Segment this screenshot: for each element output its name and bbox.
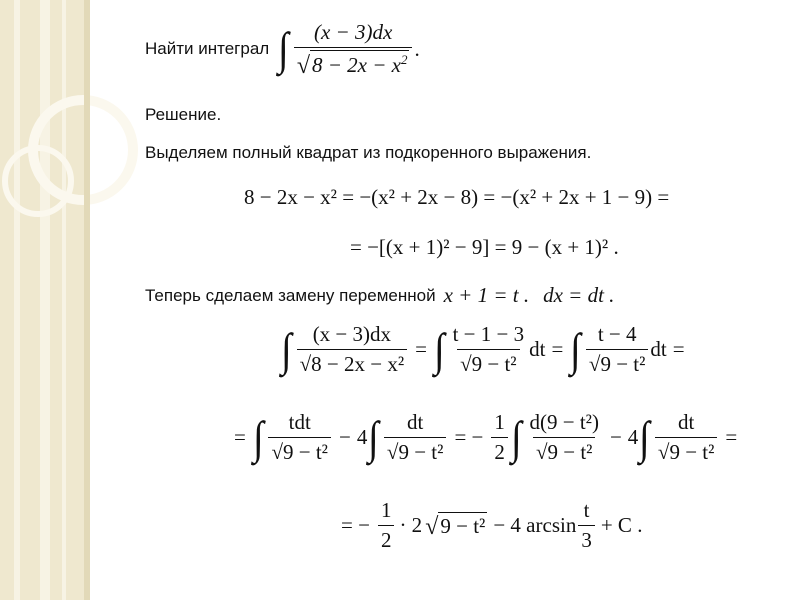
equals-sign: = — [725, 425, 738, 449]
radicand: 9 − t² — [600, 352, 646, 376]
decorative-ring — [2, 145, 74, 217]
integral-line-3 — [335, 498, 642, 553]
side-stripe — [40, 0, 50, 600]
multiplier: · 2 — [399, 513, 423, 537]
fraction — [450, 322, 528, 377]
side-edge — [84, 0, 90, 600]
denominator: √9 − t² — [457, 349, 520, 377]
solution-label: Решение. — [145, 105, 222, 124]
equals-sign: = − — [341, 513, 370, 537]
numerator: 1 — [494, 410, 505, 434]
denominator: √8 − 2x − x² — [297, 349, 408, 377]
radicand: 9 − t² — [440, 514, 486, 538]
half-fraction — [378, 498, 395, 553]
root-expression — [425, 512, 487, 539]
substitution-label: Теперь сделаем замену переменной — [145, 285, 436, 305]
integral-line-2 — [228, 410, 743, 465]
integral-sign: ∫ — [433, 323, 445, 375]
numerator: d(9 − t²) — [529, 410, 599, 434]
substitution-expr-1: x + 1 = t . — [443, 283, 530, 307]
minus-sign: − — [609, 425, 622, 449]
fraction — [655, 410, 718, 465]
integral-sign: ∫ — [368, 411, 379, 463]
numerator: (x − 3)dx — [312, 322, 392, 346]
substitution-expr-2: dx = dt . — [543, 283, 615, 307]
equals-sign: = — [415, 337, 427, 361]
equation-line-2: = −[(x + 1)² − 9] = 9 − (x + 1)² . — [350, 235, 619, 259]
radicand: 8 − 2x − x² — [311, 352, 405, 376]
integral-sign: ∫ — [510, 411, 522, 463]
numerator: dt — [677, 410, 695, 434]
sqrt-sign: √ — [425, 514, 439, 540]
numerator: dt — [407, 410, 424, 434]
coefficient: 4 — [356, 425, 368, 449]
differential: dt — [529, 337, 546, 361]
equals-sign: = — [234, 425, 246, 449]
integral-sign: ∫ — [570, 323, 581, 375]
denominator: 2 — [491, 437, 508, 465]
task-denominator — [294, 47, 413, 78]
task-fraction — [294, 20, 413, 78]
fraction — [297, 322, 408, 377]
denominator: √9 − t² — [268, 437, 331, 465]
exponent: 2 — [400, 52, 408, 67]
integral-sign: ∫ — [280, 323, 292, 375]
denominator: √9 − t² — [384, 437, 447, 465]
sqrt-sign: √ — [296, 53, 310, 79]
numerator: t — [583, 498, 590, 522]
denominator: 2 — [378, 525, 395, 553]
side-stripe — [62, 0, 66, 600]
differential: dt — [650, 337, 667, 361]
task-line — [145, 20, 420, 78]
radicand-text: 8 − 2x − x — [311, 53, 401, 77]
complete-square-label: Выделяем полный квадрат из подкоренного выражения. — [145, 143, 592, 162]
denominator: √9 − t² — [533, 437, 596, 465]
radicand: 9 − t² — [471, 352, 517, 376]
task-numerator: (x − 3)dx — [313, 20, 393, 44]
equals-sign: = − — [454, 425, 484, 449]
denominator: √9 − t² — [586, 349, 649, 377]
t-fraction — [578, 498, 595, 553]
half-fraction — [491, 410, 508, 465]
minus-sign: − — [338, 425, 351, 449]
radicand: 9 − t² — [282, 440, 328, 464]
numerator: t − 1 − 3 — [452, 322, 525, 346]
task-label: Найти интеграл — [145, 39, 270, 58]
fraction — [586, 322, 649, 377]
numerator: 1 — [380, 498, 392, 522]
constant-term: + C . — [600, 513, 643, 537]
integral-sign: ∫ — [252, 411, 264, 463]
integral-sign: ∫ — [278, 23, 289, 74]
substitution-line — [145, 283, 614, 308]
task-radicand — [310, 50, 409, 78]
integral-line-1 — [280, 322, 691, 377]
side-stripe — [14, 0, 20, 600]
radicand: 9 − t² — [669, 440, 715, 464]
numerator: t − 4 — [597, 322, 637, 346]
decorative-side-band — [0, 0, 90, 600]
denominator: 3 — [578, 525, 595, 553]
fraction — [268, 410, 331, 465]
radicand: 9 − t² — [398, 440, 444, 464]
arcsin-term: − 4 arcsin — [493, 513, 577, 537]
radicand: 9 − t² — [547, 440, 593, 464]
equation-line-1: 8 − 2x − x² = −(x² + 2x − 8) = −(x² + 2x + 1 − 9) = — [244, 185, 670, 209]
task-end: . — [414, 36, 420, 61]
integral-sign: ∫ — [639, 411, 650, 463]
numerator: tdt — [288, 410, 311, 434]
coefficient: 4 — [627, 425, 639, 449]
equals-sign: = — [672, 337, 685, 361]
equals-sign: = — [551, 337, 564, 361]
fraction — [526, 410, 601, 465]
fraction — [384, 410, 447, 465]
denominator: √9 − t² — [655, 437, 718, 465]
